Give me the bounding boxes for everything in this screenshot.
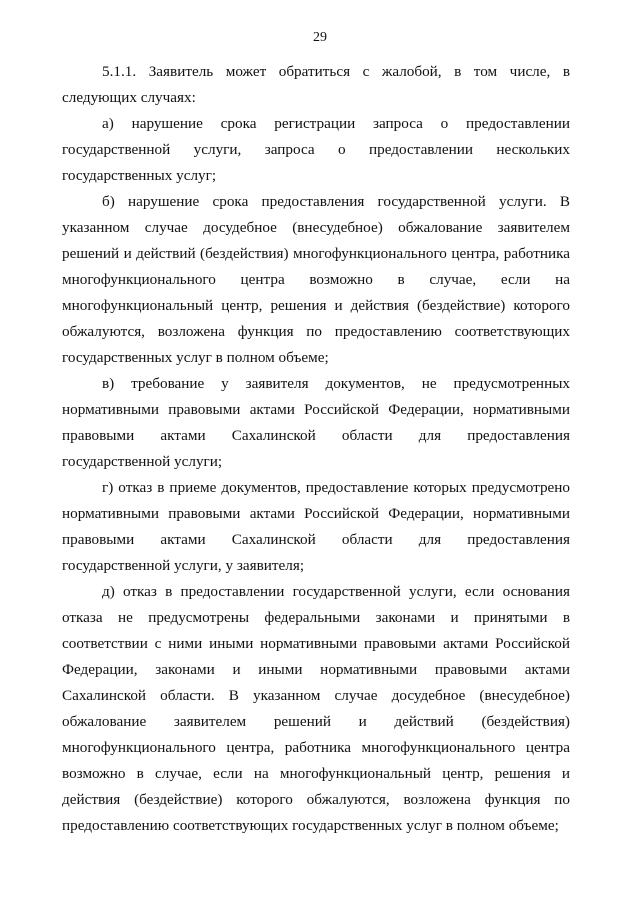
paragraph-item-a: а) нарушение срока регистрации запроса о предоставлении государственной услуги, запроса о предоставлении нескольких государственных услуг; — [62, 115, 570, 184]
paragraph-item-g: г) отказ в приеме документов, предоставление которых предусмотрено нормативными правовыми актами Российской Федерации, нормативными правовыми актами Сахалинской области для предоставления государственной услуги, у заявителя; — [62, 479, 570, 574]
paragraph-item-b: б) нарушение срока предоставления государственной услуги. В указанном случае досудебное (внесудебное) обжалование заявителем решений и действий (бездействия) многофункционального центра, работника многофункционального центра возможно в случае, если на многофункциональный центр, решения и действия (бездействие) которого обжалуются, возложена функция по предоставлению соответствующих государственных услуг в полном объеме; — [62, 193, 570, 366]
paragraph-item-v: в) требование у заявителя документов, не предусмотренных нормативными правовыми актами Российской Федерации, нормативными правовыми актами Сахалинской области для предоставления государственной услуги; — [62, 375, 570, 470]
document-body — [62, 59, 570, 839]
paragraph-5-1-1: 5.1.1. Заявитель может обратиться с жалобой, в том числе, в следующих случаях: — [62, 63, 570, 106]
page-number: 29 — [313, 30, 327, 45]
paragraph-item-d: д) отказ в предоставлении государственной услуги, если основания отказа не предусмотрены федеральными законами и принятыми в соответствии с ними иными нормативными правовыми актами Российской Федерации, законами и иными нормативными правовыми актами Сахалинской области. В указанном случае досудебное (внесудебное) обжалование заявителем решений и действий (бездействия) многофункционального центра, работника многофункционального центра возможно в случае, если на многофункциональный центр, решения и действия (бездействие) которого обжалуются, возложена функция по предоставлению соответствующих государственных услуг в полном объеме; — [62, 583, 570, 834]
